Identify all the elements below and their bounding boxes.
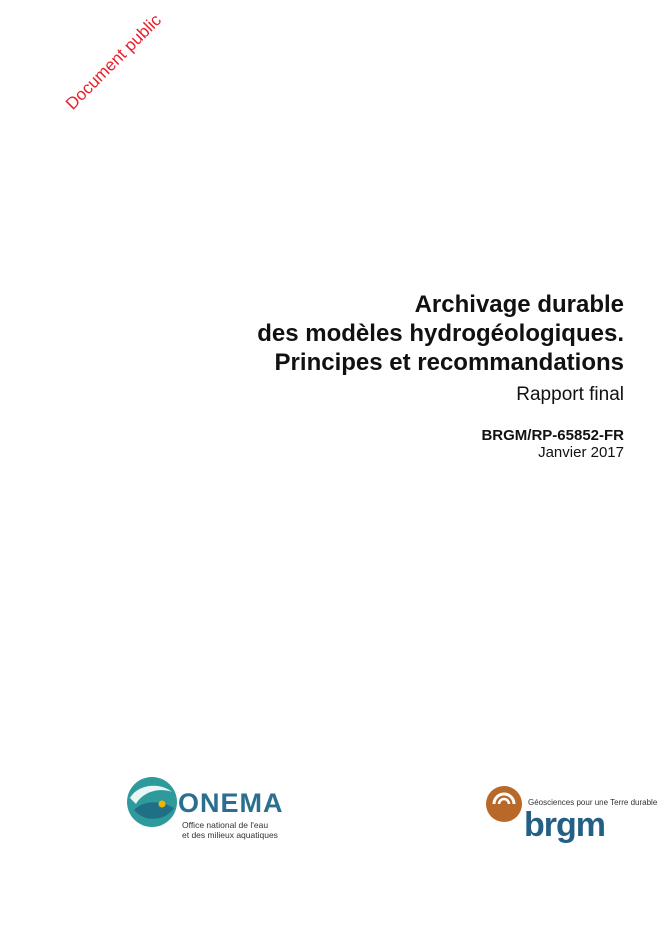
title-line-2: des modèles hydrogéologiques.: [257, 320, 624, 347]
onema-subtitle-line-2: et des milieux aquatiques: [182, 830, 278, 840]
onema-subtitle-line-1: Office national de l'eau: [182, 820, 269, 830]
onema-wave-icon: [126, 774, 180, 830]
brgm-logo: [484, 778, 658, 858]
title-block: [257, 290, 624, 461]
document-public-stamp: Document public: [62, 10, 165, 114]
brgm-tagline: Géosciences pour une Terre durable: [528, 798, 658, 807]
onema-name: ONEMA: [178, 788, 284, 818]
report-subtitle: Rapport final: [516, 384, 624, 405]
brgm-name: brgm: [524, 806, 605, 844]
brgm-sphere-icon: [484, 784, 524, 824]
onema-subtitle: [182, 820, 302, 840]
title-line-1: Archivage durable: [414, 291, 624, 318]
report-reference: BRGM/RP-65852-FR: [481, 427, 624, 444]
onema-logo: [126, 774, 296, 844]
title-line-3: Principes et recommandations: [274, 349, 624, 376]
report-date: Janvier 2017: [538, 444, 624, 461]
